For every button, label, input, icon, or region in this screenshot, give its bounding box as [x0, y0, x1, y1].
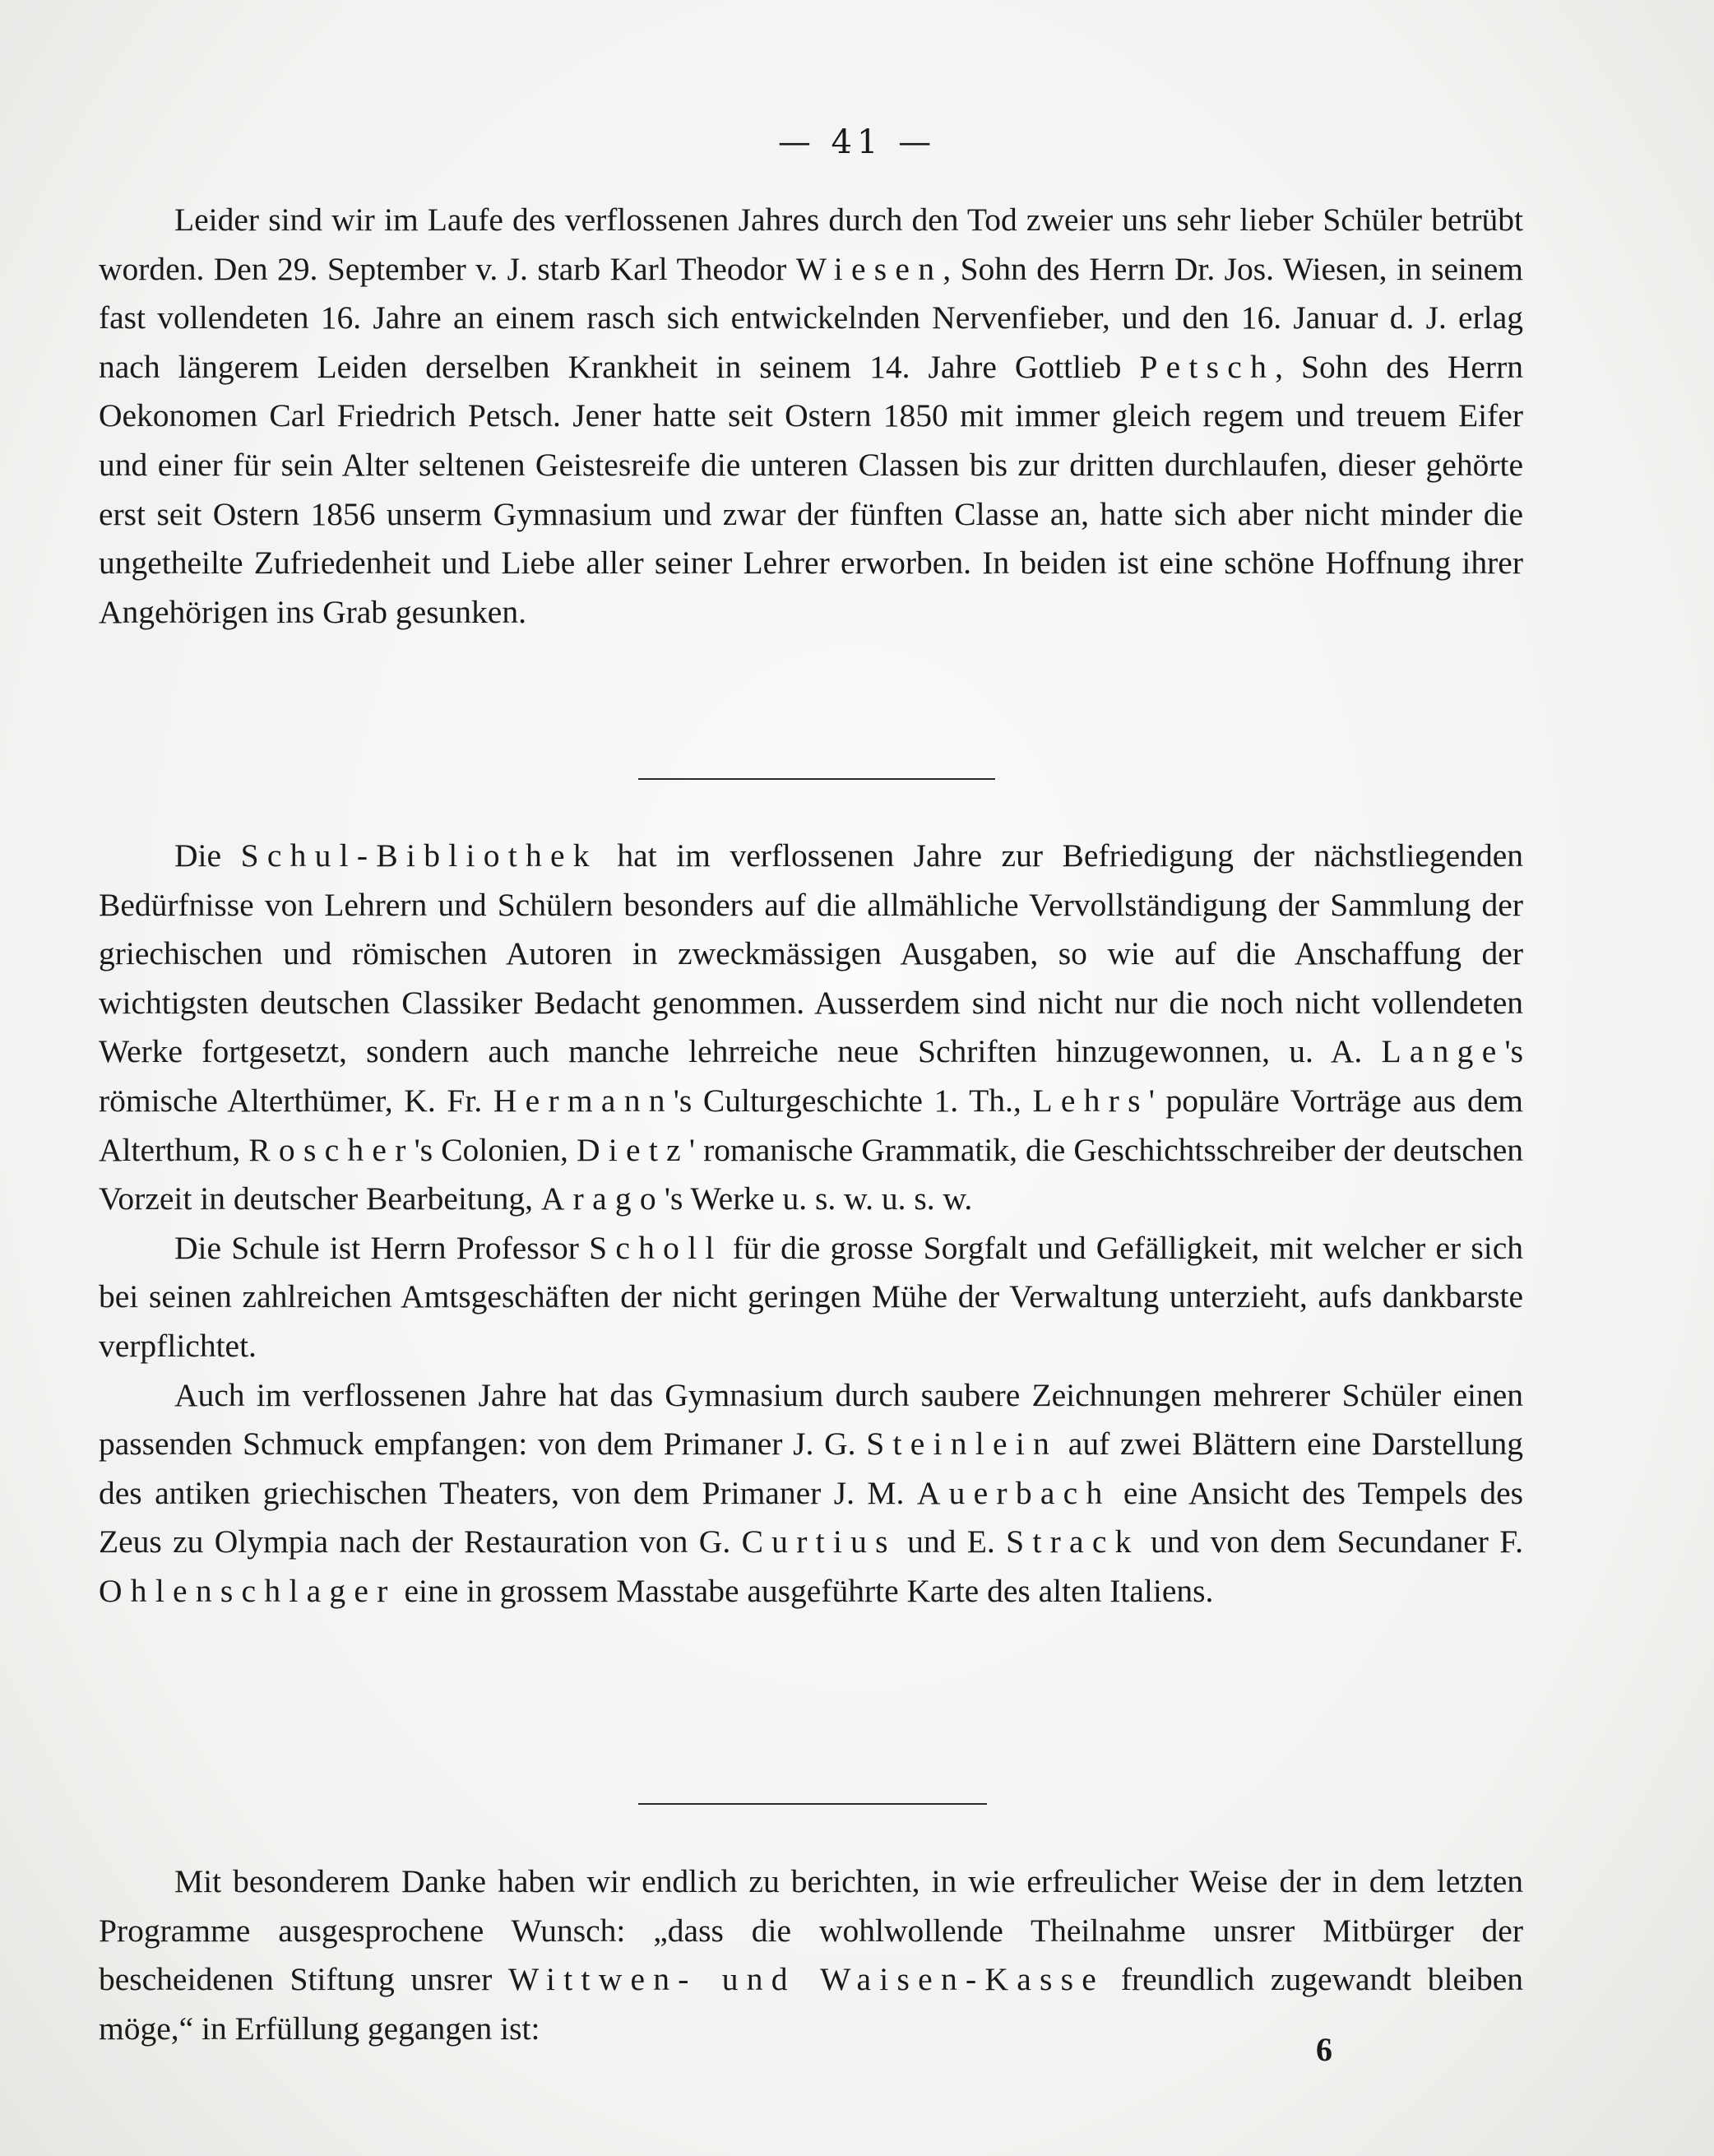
section-divider: [638, 1803, 987, 1805]
spaced-name: Hermann: [493, 1082, 674, 1119]
spaced-name: Lange: [1381, 1033, 1505, 1070]
section-deaths: [99, 196, 1523, 637]
spaced-name: Wittwen- und Waisen-Kasse: [507, 1961, 1105, 1998]
section-widows-fund: [99, 1857, 1523, 2053]
spaced-name: Scholl: [589, 1229, 723, 1266]
spaced-name: Wiesen: [795, 250, 943, 287]
paragraph: Auch im verflossenen Jahre hat das Gymnasium durch saubere Zeichnungen mehrerer Schüler einen passenden Schmuck empfangen: von dem Primaner J. G. Steinlein auf zwei Blättern eine Darstellung des antiken griechischen Theaters, von dem Primaner J. M. Auerbach eine Ansicht des Tempels des Zeus zu Olympia nach der Restauration von G. Curtius und E. Strack und von dem Secundaner F. Ohlenschlager eine in grossem Masstabe ausgeführte Karte des alten Italiens.: [99, 1376, 1523, 1609]
spaced-name: Auerbach: [916, 1474, 1111, 1511]
spaced-name: Petsch: [1139, 348, 1276, 385]
spaced-name: Steinlein: [866, 1426, 1059, 1463]
spaced-name: Curtius: [741, 1523, 896, 1560]
spaced-name: Roscher: [248, 1131, 415, 1168]
paragraph: Die Schul-Bibliothek hat im verflossenen Jahre zur Befriedigung der nächstliegenden Bedürfnisse von Lehrern und Schülern besonders auf die allmähliche Vervollständigung der Sammlung der griechischen und römischen Autoren in zweckmässigen Ausgaben, so wie auf die Anschaffung der wichtigsten deutschen Classiker Bedacht genommen. Ausserdem sind nicht nur die noch nicht vollendeten Werke fortgesetzt, sondern auch manche lehrreiche neue Schriften hinzugewonnen, u. A. Lange's römische Alterthümer, K. Fr. Hermann's Culturgeschichte 1. Th., Lehrs' populäre Vorträge aus dem Alterthum, Roscher's Colonien, Dietz' romanische Grammatik, die Geschichtsschreiber der deutschen Vorzeit in deutscher Bearbeitung, Arago's Werke u. s. w. u. s. w.: [99, 837, 1523, 1217]
section-divider: [638, 778, 995, 780]
spaced-name: Strack: [1006, 1523, 1140, 1560]
paragraph: Leider sind wir im Laufe des verflossenen Jahres durch den Tod zweier uns sehr lieber Schüler betrübt worden. Den 29. September v. J. starb Karl Theodor Wiesen, Sohn des Herrn Dr. Jos. Wiesen, in seinem fast vollendeten 16. Jahre an einem rasch sich entwickelnden Nervenfieber, und den 16. Januar d. J. erlag nach längerem Leiden derselben Krankheit in seinem 14. Jahre Gottlieb Petsch, Sohn des Herrn Oekonomen Carl Friedrich Petsch. Jener hatte seit Ostern 1850 mit immer gleich regem und treuem Eifer und einer für sein Alter seltenen Geistesreife die unteren Classen bis zur dritten durchlaufen, dieser gehörte erst seit Ostern 1856 unserm Gymnasium und zwar der fünften Classe an, hatte sich aber nicht minder die ungetheilte Zufriedenheit und Liebe aller seiner Lehrer erworben. In beiden ist eine schöne Hoffnung ihrer Angehörigen ins Grab gesunken.: [99, 202, 1523, 630]
spaced-name: Dietz: [576, 1131, 689, 1168]
section-library: [99, 832, 1523, 1616]
spaced-name: Schul-Bibliothek: [240, 837, 598, 874]
paragraph: Die Schule ist Herrn Professor Scholl für die grosse Sorgfalt und Gefälligkeit, mit welcher er sich bei seinen zahlreichen Amtsgeschäften der nicht geringen Mühe der Verwaltung unterzieht, aufs dankbarste verpflichtet.: [99, 1229, 1523, 1364]
spaced-name: Arago: [540, 1180, 665, 1217]
spaced-name: Ohlenschlager: [99, 1572, 396, 1609]
signature-mark: 6: [1316, 2031, 1332, 2068]
page-number-header: — 41 —: [777, 123, 937, 161]
spaced-name: Lehrs: [1032, 1082, 1149, 1119]
paragraph: Mit besonderem Danke haben wir endlich zu berichten, in wie erfreulicher Weise der in dem letzten Programme ausgesprochene Wunsch: „dass die wohlwollende Theilnahme unsrer Mitbürger der bescheidenen Stiftung unsrer Wittwen- und Waisen-Kasse freundlich zugewandt bleiben möge,“ in Erfüllung gegangen ist:: [99, 1863, 1524, 2047]
